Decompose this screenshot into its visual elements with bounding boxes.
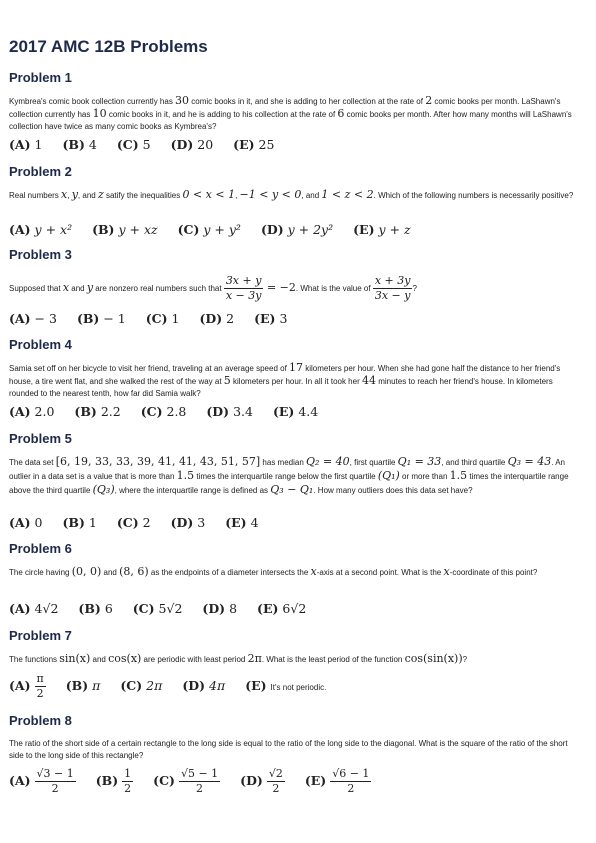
choice-b: (B) $\frac{1}{2}$	[95, 767, 132, 795]
problem-1-choices	[9, 137, 583, 152]
choice-d: (D) $\frac{√2}{2}$	[240, 767, 283, 795]
problem-5-choices	[9, 515, 583, 530]
problem-7-choices	[9, 672, 583, 701]
choice-c: (C) y + y²	[177, 222, 241, 237]
choice-b: (B) − 1	[76, 311, 126, 326]
choice-a: (A) 4√2	[9, 601, 59, 616]
problem-6-choices	[9, 601, 583, 616]
problem-8-choices	[9, 767, 583, 796]
choice-a: (A) − 3	[9, 311, 57, 326]
choice-b: (B) 2.2	[74, 404, 121, 419]
choice-d: (D) 3	[170, 515, 206, 530]
choice-e: (E) $\frac{√6 - 1}{2}$	[304, 767, 370, 795]
choice-e: (E) y + z	[353, 222, 411, 237]
problem-7-heading: Problem 7	[9, 628, 72, 643]
choice-a: (A) $\frac{√3 - 1}{2}$	[9, 767, 74, 795]
choice-c: (C) 2	[116, 515, 151, 530]
problem-1-heading: Problem 1	[9, 70, 72, 85]
problem-5-heading: Problem 5	[9, 431, 72, 446]
problem-2-heading: Problem 2	[9, 164, 72, 179]
choice-d: (D) 4π	[182, 678, 226, 693]
page-title: 2017 AMC 12B Problems	[9, 37, 208, 56]
choice-e: (E) 4	[225, 515, 259, 530]
problem-8-text: The ratio of the short side of a certain rectangle to the long side is equal to the ratio of the long side to the diagonal. What is the square of the ratio of the short side to the long side of this rectangle?	[9, 739, 568, 760]
choice-a: (A) $\frac{\pi}{2}$	[9, 672, 44, 700]
choice-e: (E) 25	[233, 137, 275, 152]
problem-2-choices	[9, 222, 583, 237]
problem-3-heading: Problem 3	[9, 247, 72, 262]
problem-5-text: The data set [6, 19, 33, 33, 39, 41, 41, 43, 51, 57] has median Q₂ = 40, first quartile Q₁ = 33, and third quartile Q₃ = 43. An outlier in a data set is a value that is more than 1.5 times the interquartile range below the first quartile (Q₁) or more than 1.5 times the interquartile range above the third quartile (Q₃), where the interquartile range is defined as Q₃ − Q₁. How many outliers does this data set have?	[9, 455, 569, 496]
choice-c: (C) 5	[116, 137, 151, 152]
choice-e: (E) It's not periodic.	[245, 678, 327, 693]
choice-e: (E) 3	[254, 311, 288, 326]
choice-c: (C) 1	[145, 311, 180, 326]
choice-b: (B) 1	[62, 515, 97, 530]
choice-b: (B) 6	[78, 601, 113, 616]
problem-6-text: The circle having (0, 0) and (8, 6) as the endpoints of a diameter intersects the x-axis at a second point. What is the x-coordinate of this point?	[9, 565, 538, 578]
choice-a: (A) 2.0	[9, 404, 55, 419]
problem-2-text: Real numbers x, y, and z satify the inequalities 0 < x < 1, −1 < y < 0, and 1 < z < 2. Which of the following numbers is necessarily positive?	[9, 188, 574, 201]
problem-8-heading: Problem 8	[9, 713, 72, 728]
choice-d: (D) 8	[202, 601, 238, 616]
problem-1-text: Kymbrea's comic book collection currently has 30 comic books in it, and she is adding to her collection at the rate of 2 comic books per month. LaShawn's collection currently has 10 comic books in it, and he is adding to his collection at the rate of 6 comic books per month. After how many months will LaShawn's collection have twice as many comic books as Kymbrea's?	[9, 94, 572, 131]
choice-c: (C) 2π	[120, 678, 163, 693]
problem-7-text: The functions sin(x) and cos(x) are periodic with least period 2π. What is the least period of the function cos(sin(x))?	[9, 652, 468, 665]
problem-6-heading: Problem 6	[9, 541, 72, 556]
choice-a: (A) y + x²	[9, 222, 73, 237]
choice-e: (E) 6√2	[257, 601, 307, 616]
choice-a: (A) 0	[9, 515, 43, 530]
choice-c: (C) $\frac{√5 - 1}{2}$	[153, 767, 219, 795]
problem-4-choices	[9, 404, 583, 419]
choice-d: (D) 20	[170, 137, 214, 152]
choice-d: (D) 3.4	[206, 404, 253, 419]
choice-d: (D) y + 2y²	[260, 222, 334, 237]
choice-e: (E) 4.4	[272, 404, 319, 419]
choice-b: (B) y + xz	[92, 222, 158, 237]
choice-c: (C) 2.8	[140, 404, 187, 419]
problem-4-text: Samia set off on her bicycle to visit her friend, traveling at an average speed of 17 kilometers per hour. When she had gone half the distance to her friend's house, a tire went flat, and she walked the rest of the way at 5 kilometers per hour. In all it took her 44 minutes to reach her friend's house. In kilometers rounded to the nearest tenth, how far did Samia walk?	[9, 361, 561, 398]
choice-b: (B) 4	[62, 137, 97, 152]
choice-c: (C) 5√2	[132, 601, 183, 616]
choice-b: (B) π	[65, 678, 101, 693]
choice-d: (D) 2	[199, 311, 235, 326]
choice-a: (A) 1	[9, 137, 43, 152]
problem-3-text: Supposed that x and y are nonzero real numbers such that $\frac{3x + y}{x - 3y}$ = −2. What is the value of $\frac{x + 3y}{3x - y}$ ?	[9, 274, 417, 303]
problem-3-choices	[9, 311, 583, 326]
problem-4-heading: Problem 4	[9, 337, 72, 352]
